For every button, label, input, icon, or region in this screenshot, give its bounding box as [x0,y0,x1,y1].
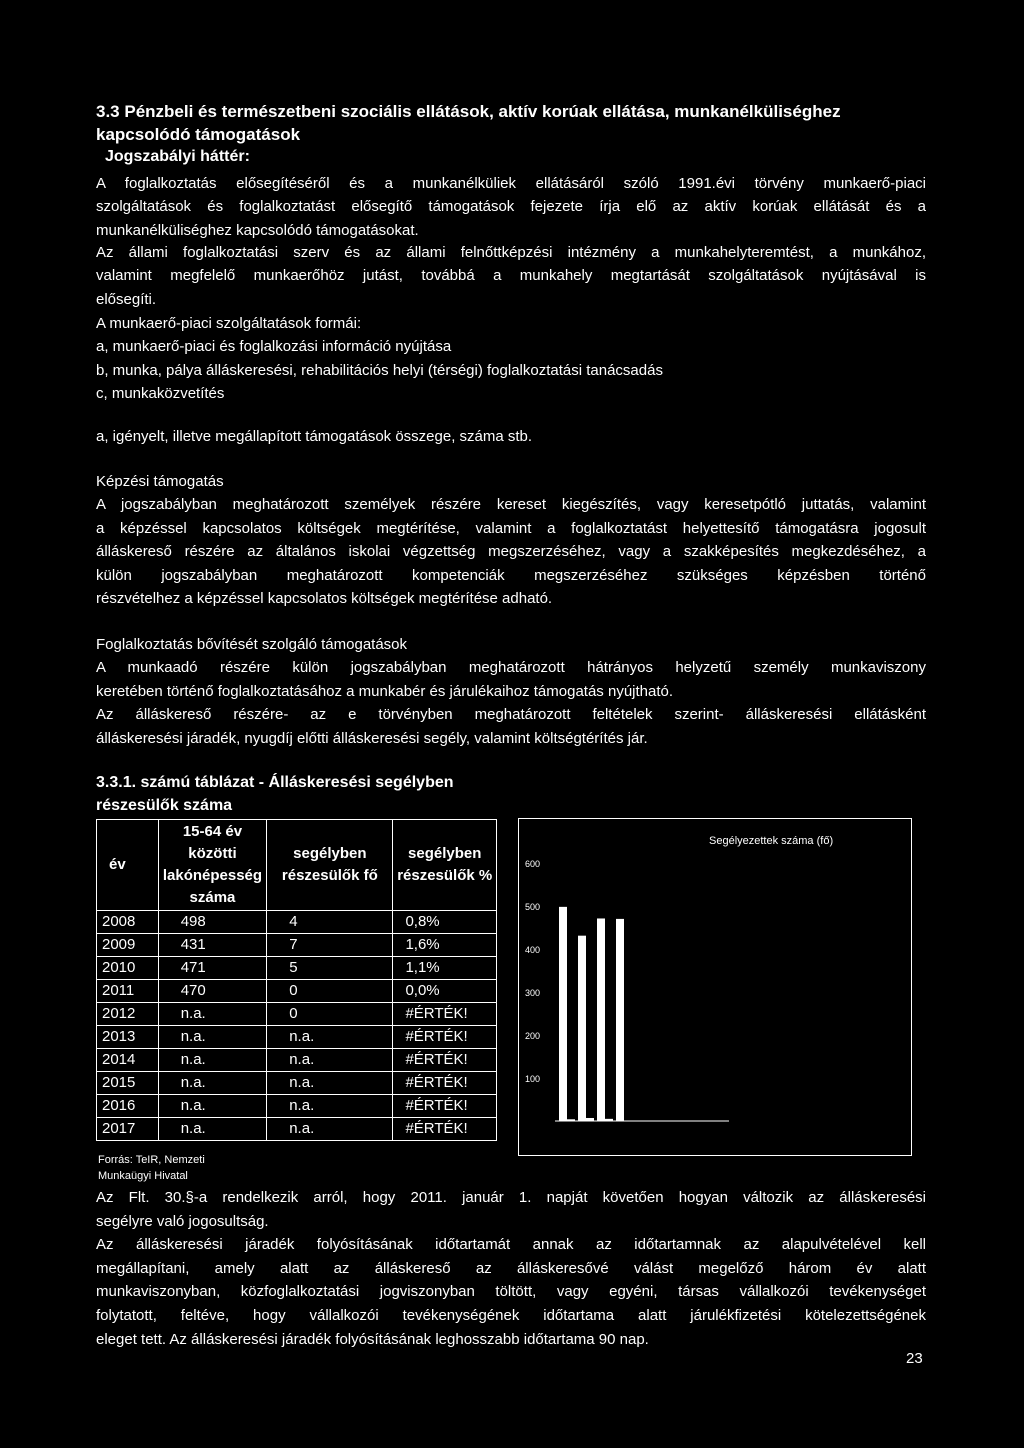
cell-population: 431 [158,934,267,957]
y-tick-label: 100 [525,1074,541,1084]
recipients-table [96,819,497,1141]
chart-bar [616,919,624,1121]
table-row [97,911,497,934]
cell-recipients: 7 [267,934,393,957]
cell-population: 471 [158,957,267,980]
text-line: keretében történő foglalkoztatásához a munkabér és járulékaihoz támogatás nyújtható. [96,682,674,700]
y-tick-label: 300 [525,988,541,998]
chart-bar [597,918,605,1121]
chart-bar [605,1119,613,1121]
cell-population: n.a. [158,1026,267,1049]
recipients-chart [518,818,912,1156]
legal-paragraph-1 [96,172,926,242]
table-source [98,1152,205,1184]
cell-year: 2008 [97,911,159,934]
support-note [96,425,926,448]
table-header-row [97,820,497,911]
text-line: elősegíti. [96,290,157,308]
legal-paragraph-2 [96,241,926,311]
text-line: a képzéssel kapcsolatos költségek megtérítése, valamint a foglalkoztatást helyettesítő támogatásra jogosult [96,519,926,537]
table-row [97,934,497,957]
employment-support-section [96,633,926,750]
cell-percent: 1,1% [393,957,497,980]
text-line: A munkaadó részére külön jogszabályban meghatározott hátrányos helyzetű személy munkaviszony [96,659,926,677]
list-item: b, munka, pálya álláskeresési, rehabilitációs helyi (térségi) foglalkoztatási tanácsadás [96,361,663,379]
cell-percent: 0,0% [393,980,497,1003]
cell-year: 2017 [97,1118,159,1141]
text-line: álláskeresési járadék, nyugdíj előtti álláskeresési segély, valamint költségtérítés jár. [96,729,648,747]
table-row [97,957,497,980]
source-line: Munkaügyi Hivatal [98,1170,188,1182]
page-number: 23 [906,1350,923,1367]
cell-year: 2010 [97,957,159,980]
cell-year: 2009 [97,934,159,957]
text-line: külön jogszabályban meghatározott kompetenciák megszerzéséhez szükséges képzésben történő [96,566,926,584]
chart-bar [559,907,567,1121]
training-support-section [96,470,926,610]
chart-svg [519,819,911,1155]
y-tick-label: 600 [525,859,541,869]
cell-percent: #ÉRTÉK! [393,1118,497,1141]
cell-population: n.a. [158,1095,267,1118]
cell-recipients: 4 [267,911,393,934]
cell-year: 2016 [97,1095,159,1118]
cell-percent: #ÉRTÉK! [393,1049,497,1072]
text-line: munkaviszonyban, közfoglalkoztatási jogviszonyban töltött, vagy egyéni, társas vállalkozói tevékenységet [96,1283,926,1301]
table-row [97,980,497,1003]
text-line: munkanélküliséghez kapcsolódó támogatásokat. [96,221,419,239]
cell-year: 2015 [97,1072,159,1095]
cell-percent: #ÉRTÉK! [393,1072,497,1095]
text-line: Az álláskereső részére- az e törvényben meghatározott feltételek szerint- álláskeresési ellátásként [96,706,926,724]
list-item: c, munkaközvetítés [96,385,225,403]
text-line: A jogszabályban meghatározott személyek részére kereset kiegészítés, vagy keresetpótló juttatás, valamint [96,496,926,514]
cell-percent: #ÉRTÉK! [393,1095,497,1118]
cell-recipients: n.a. [267,1072,393,1095]
cell-population: n.a. [158,1118,267,1141]
table-row [97,1118,497,1141]
cell-percent: 1,6% [393,934,497,957]
header-year: év [97,820,159,911]
text-line: megállapítani, amely alatt az álláskereső az álláskeresővé válást megelőző három év alatt [96,1259,926,1277]
text-line: folytatott, feltéve, hogy vállalkozói tevékenységének időtartama alatt járulékfizetési kötelezettségének [96,1306,926,1324]
note-text: a, igényelt, illetve megállapított támogatások összege, száma stb. [96,428,533,445]
cell-year: 2014 [97,1049,159,1072]
table-row [97,1026,497,1049]
cell-population: n.a. [158,1003,267,1026]
cell-percent: #ÉRTÉK! [393,1026,497,1049]
table-title: 3.3.1. számú táblázat - Álláskeresési segélyben részesülők száma [96,774,454,814]
chart-bar [578,936,586,1121]
section-heading: 3.3 Pénzbeli és természetbeni szociális ellátások, aktív korúak ellátása, munkanélküliséghez kapcsolódó támogatások [96,102,841,144]
chart-title: Segélyezettek száma (fő) [709,835,834,847]
cell-population: 498 [158,911,267,934]
text-line: részvételhez a képzéssel kapcsolatos költségek megtérítése adható. [96,590,553,608]
y-tick-label: 200 [525,1031,541,1041]
header-population: 15-64 év közötti lakónépesség száma [158,820,267,911]
cell-recipients: 5 [267,957,393,980]
text-line: szolgáltatások és foglalkoztatást elősegítő támogatások fejezete írja elő az aktív korúak ellátását és a [96,198,926,216]
table-row [97,1003,497,1026]
cell-population: n.a. [158,1049,267,1072]
legal-background-label: Jogszabályi háttér: [105,148,250,165]
footer-paragraph [96,1186,926,1351]
header-percent: segélyben részesülők % [393,820,497,911]
text-line: valamint megfelelő munkaerőhöz jutást, továbbá a munkahely megtartását szolgáltatások nyújtásával is [96,267,926,285]
text-line: Az állami foglalkoztatási szerv és az állami felnőttképzési intézmény a munkahelyteremtést, a munkához, [96,244,926,261]
text-line: eleget tett. Az álláskeresési járadék folyósításának leghosszabb időtartama 90 nap. [96,1330,649,1348]
y-tick-label: 500 [525,902,541,912]
text-line: Az álláskeresési járadék folyósításának időtartamát annak az időtartamnak az alapulvételével kell [96,1236,926,1254]
cell-percent: 0,8% [393,911,497,934]
cell-year: 2011 [97,980,159,1003]
cell-year: 2012 [97,1003,159,1026]
source-line: Forrás: TeIR, Nemzeti [98,1154,205,1166]
cell-percent: #ÉRTÉK! [393,1003,497,1026]
text-line: álláskereső részére az általános iskolai végzettség megszerzéséhez, vagy a szakképesítés megkezdéséhez, a [96,543,926,561]
cell-recipients: n.a. [267,1118,393,1141]
services-forms-list [96,312,926,406]
text-line: A foglalkoztatás elősegítéséről és a munkanélküliek ellátásáról szóló 1991.évi törvény munkaerő-piaci [96,175,926,192]
chart-bar [586,1118,594,1121]
list-item: a, munkaerő-piaci és foglalkozási információ nyújtása [96,338,452,356]
header-recipients: segélyben részesülők fő [267,820,393,911]
table-row [97,1095,497,1118]
forms-intro: A munkaerő-piaci szolgáltatások formái: [96,315,362,332]
chart-bar [567,1119,575,1121]
cell-recipients: 0 [267,980,393,1003]
cell-year: 2013 [97,1026,159,1049]
cell-recipients: n.a. [267,1049,393,1072]
training-title: Képzési támogatás [96,473,224,490]
text-line: segélyre való jogosultság. [96,1212,269,1230]
cell-recipients: 0 [267,1003,393,1026]
cell-recipients: n.a. [267,1026,393,1049]
y-tick-label: 400 [525,945,541,955]
cell-population: 470 [158,980,267,1003]
cell-recipients: n.a. [267,1095,393,1118]
cell-population: n.a. [158,1072,267,1095]
table-row [97,1049,497,1072]
text-line: Az Flt. 30.§-a rendelkezik arról, hogy 2011. január 1. napját követően hogyan változik az álláskeresési [96,1189,926,1206]
employment-title: Foglalkoztatás bővítését szolgáló támogatások [96,636,408,653]
table-row [97,1072,497,1095]
